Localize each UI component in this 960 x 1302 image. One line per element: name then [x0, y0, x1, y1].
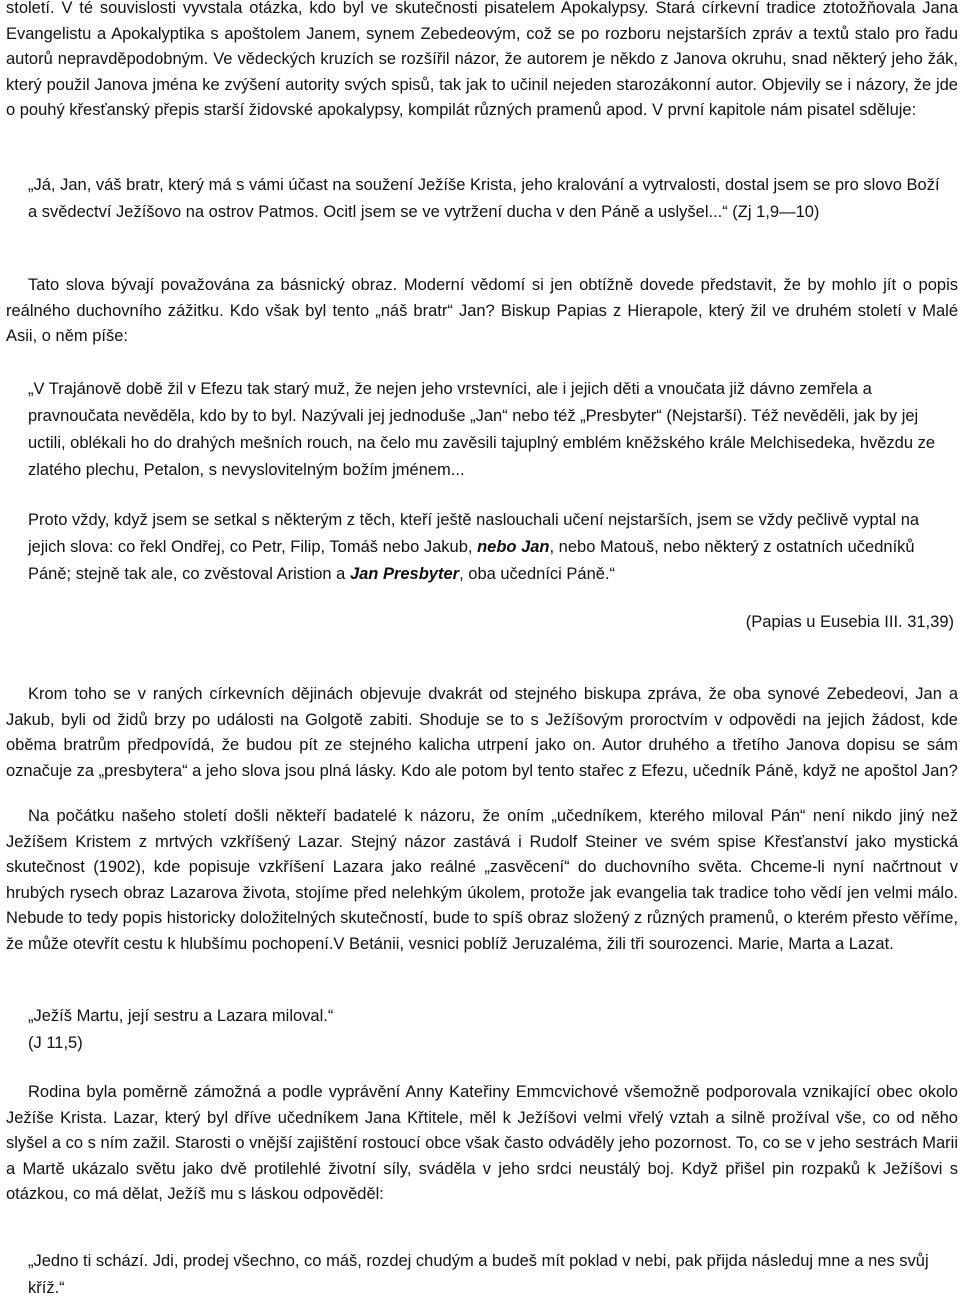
- quote-revelation: „Já, Jan, váš bratr, který má s vámi účast na soužení Ježíše Krista, jeho kralování a vytrvalosti, dostal jsem se pro slovo Boží a svědectví Ježíšovo na ostrov Patmos. Ocitl jsem se ve vytržení ducha v den Páně a uslyšel...“ (Zj 1,9—10): [28, 176, 940, 221]
- quote-reference: (J 11,5): [28, 1034, 83, 1052]
- paragraph-apocalypse-authorship: století. V té souvislosti vyvstala otázka, kdo byl ve skutečnosti pisatelem Apokalypsy. Stará církevní tradice ztotožňovala Jana Evangelistu a Apokalyptika s apoštolem Janem, synem Zebedeovým, což se po rozboru nejstarších zpráv a textů stalo pro řadu autorů nepravděpodobným. Ve vědeckých kruzích se rozšířil názor, že autorem je někdo z Janova okruhu, snad některý jeho žák, který použil Janova jména ke zvýšení autority svých spisů, tak jak to učinil nejeden starozákonní autor. Objevily se i názory, že jde o pouhý křesťanský přepis starší židovské apokalypsy, kompilát různých pramenů apod. V první kapitole nám pisatel sděluje:: [6, 0, 958, 119]
- paragraph-lazarus-disciple: Na počátku našeho století došli někteří badatelé k názoru, že oním „učedníkem, kterého miloval Pán“ není nikdo jiný než Ježíšem Kristem z mrtvých vzkříšený Lazar. Stejný názor zastává i Rudolf Steiner ve svém spise Křesťanství jako mystická skutečnost (1902), kde popisuje vzkříšení Lazara jako reálné „zasvěcení“ do duchovního světa. Chceme-li nyní načrtnout v hrubých rysech obraz Lazarova života, stojíme před nelehkým úkolem, protože jak evangelia tak tradice toho vědí jen velmi málo. Nebude to tedy popis historicky doložitelných skutečností, bude to spíš obraz složený z různých pramenů, o kterém přesto věříme, že může otevřít cestu k hlubšímu pochopení.V Betánii, vesnici poblíž Jeruzaléma, žili tři sourozenci. Marie, Marta a Lazat.: [6, 807, 958, 953]
- quote-papias-trajan: „V Trajánově době žil v Efezu tak starý muž, že nejen jeho vrstevníci, ale i jejich děti a vnoučata již dávno zemřela a pravnoučata nevěděla, kdo by to byl. Nazývali jej jednoduše „Jan“ nebo též „Presbyter“ (Nejstarší). Též nevěděli, jak by jej uctili, oblékali ho do drahých mešních rouch, na čelo mu zavěsili tajuplný emblém kněžského krále Melchisedeka, hvězdu ze zlatého plechu, Petalon, s nevyslovitelným božím jménem...: [28, 380, 936, 479]
- emphasis-jan-presbyter: Jan Presbyter: [349, 565, 460, 583]
- quote-text: Proto vždy, když jsem se setkal s některým z těch, kteří ještě naslouchali učení nejstarších, jsem se vždy pečlivě vyptal na jejich slova: co řekl Ondřej, co Petr, Filip, Tomáš nebo Jakub,: [28, 511, 920, 556]
- emphasis-nebo-jan: nebo Jan: [477, 538, 550, 556]
- quote-line: „Ježíš Martu, její sestru a Lazara miloval.“: [28, 1007, 334, 1025]
- quote-papias-elders: [28, 507, 958, 588]
- paragraph-lazarus-family: Rodina byla poměrně zámožná a podle vyprávění Anny Kateřiny Emmcvichové všemožně podporovala vznikající obec okolo Ježíše Krista. Lazar, který byl dříve učedníkem Jana Křtitele, měl k Ježíšovi velmi vřelý vztah a silně prožíval vše, co od něho slyšel a co s ním zažil. Starosti o vnější zajištění rostoucí obce však často odváděly jeho pozornost. To, co se v jeho sestrách Marii a Martě ukázalo světu jako dvě protilehlé životní síly, sváděla v jeho srdci neustálý boj. Když přišel pin rozpaků k Ježíšovi s otázkou, co má dělat, Ježíš mu s láskou odpověděl:: [6, 1083, 958, 1203]
- quote-sell-everything: „Jedno ti schází. Jdi, prodej všechno, co máš, rozdej chudým a budeš mít poklad v nebi, pak přijda následuj mne a nes svůj kříž.“: [28, 1252, 929, 1297]
- paragraph-sons-of-zebedee: Krom toho se v raných církevních dějinách objevuje dvakrát od stejného biskupa zpráva, že oba synové Zebedeovi, Jan a Jakub, byli od židů brzy po události na Golgotě zabiti. Shoduje se to s Ježíšovým proroctvím v odpovědi na jejich žádost, kde oběma bratrům předpovídá, že budou pít ze stejného kalicha utrpení jako on. Autor druhého a třetího Janova dopisu se sám označuje za „presbytera“ a jeho slova jsou plná lásky. Kdo ale potom byl tento stařec z Efezu, učedník Páně, když ne apoštol Jan?: [6, 685, 958, 780]
- quote-text: , oba učedníci Páně.“: [459, 565, 616, 583]
- paragraph-brother-jan: Tato slova bývají považována za básnický obraz. Moderní vědomí si jen obtížně dovede představit, že by mohlo jít o popis reálného duchovního zážitku. Kdo však byl tento „náš bratr“ Jan? Biskup Papias z Hierapole, který žil ve druhém století v Malé Asii, o něm píše:: [6, 276, 958, 345]
- citation-papias-eusebius: (Papias u Eusebia III. 31,39): [745, 613, 954, 631]
- quote-text: , nebo Matouš, nebo některý z ostatních učedníků Páně; stejně tak ale, co zvěstoval Aristion a: [28, 538, 915, 583]
- quote-john-11-5: [28, 1003, 953, 1057]
